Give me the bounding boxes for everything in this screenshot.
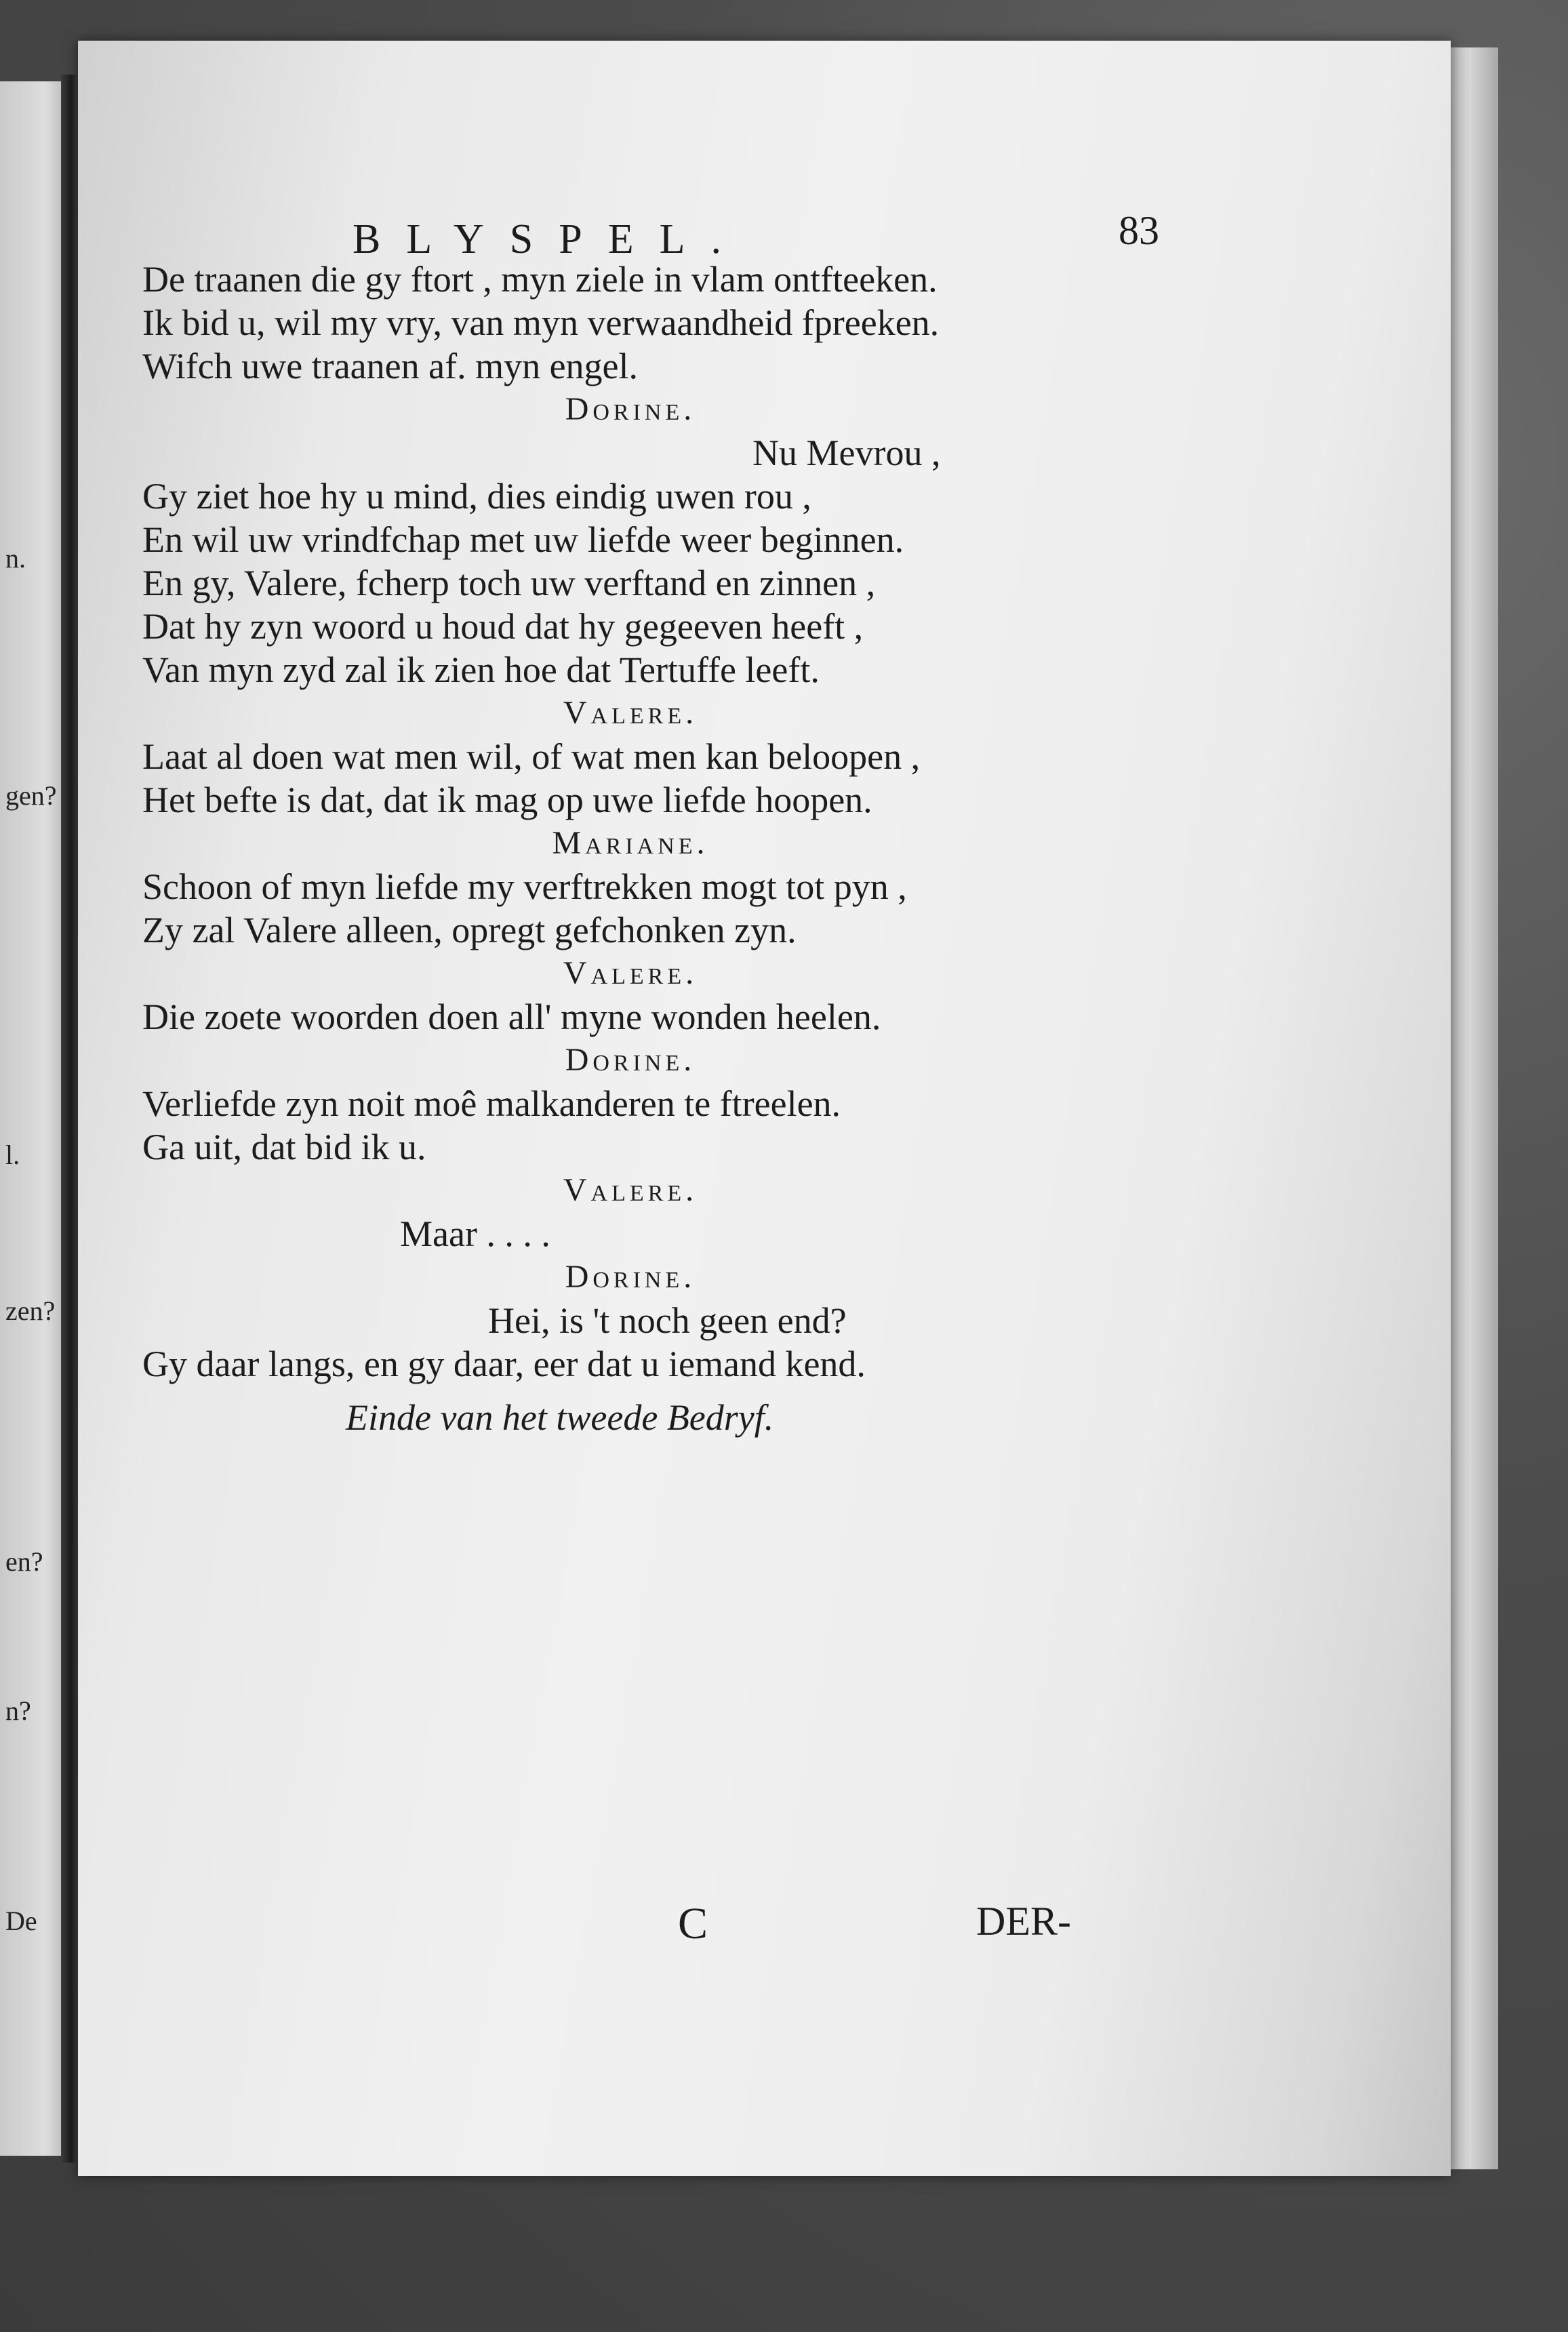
verse-line: Dat hy zyn woord u houd dat hy gegeeven heeft , bbox=[142, 606, 864, 647]
left-page-fragment: gen? bbox=[5, 780, 57, 811]
verse-line: Gy ziet hoe hy u mind, dies eindig uwen rou , bbox=[142, 476, 811, 517]
verse-line: Ga uit, dat bid ik u. bbox=[142, 1127, 426, 1167]
verse-line: Verliefde zyn noit moê malkanderen te ftreelen. bbox=[142, 1083, 841, 1124]
act-ending: Einde van het tweede Bedryf. bbox=[346, 1397, 774, 1438]
running-header: BLYSPEL. bbox=[353, 216, 748, 262]
signature-mark: C bbox=[678, 1899, 708, 1948]
verse-line: Laat al doen wat men wil, of wat men kan beloopen , bbox=[142, 736, 921, 777]
speaker-name: Valere. bbox=[563, 955, 698, 991]
left-page-fragment: zen? bbox=[5, 1295, 56, 1326]
left-page-edge bbox=[0, 81, 64, 2156]
verse-line: Die zoete woorden doen all' myne wonden heelen. bbox=[142, 997, 881, 1037]
speaker-name: Dorine. bbox=[565, 1042, 696, 1078]
verse-line: Ik bid u, wil my vry, van myn verwaandheid fpreeken. bbox=[142, 302, 940, 343]
speaker-name: Valere. bbox=[563, 695, 698, 731]
speaker-name: Dorine. bbox=[565, 1259, 696, 1295]
verse-line: Het befte is dat, dat ik mag op uwe liefde hoopen. bbox=[142, 780, 872, 820]
verse-line: Zy zal Valere alleen, opregt gefchonken zyn. bbox=[142, 910, 797, 950]
verse-line: En gy, Valere, fcherp toch uw verftand en zinnen , bbox=[142, 563, 876, 603]
verse-line: Gy daar langs, en gy daar, eer dat u iemand kend. bbox=[142, 1344, 866, 1384]
verse-line: Schoon of myn liefde my verftrekken mogt tot pyn , bbox=[142, 866, 907, 907]
verse-line: De traanen die gy ftort , myn ziele in vlam ontfteeken. bbox=[142, 259, 938, 300]
verse-line: Wifch uwe traanen af. myn engel. bbox=[142, 346, 639, 386]
verse-line: Nu Mevrou , bbox=[752, 433, 941, 473]
verse-block bbox=[142, 258, 1159, 1386]
page-stack-edge bbox=[1451, 47, 1498, 2169]
speaker-name: Valere. bbox=[563, 1172, 698, 1208]
speaker-name: Mariane. bbox=[552, 825, 709, 861]
verse-line: Hei, is 't noch geen end? bbox=[488, 1300, 847, 1341]
left-page-fragment: De bbox=[5, 1906, 37, 1936]
catchword: DER- bbox=[976, 1899, 1071, 1944]
left-page-fragment: n? bbox=[5, 1695, 31, 1726]
left-page-fragment: en? bbox=[5, 1546, 43, 1577]
verse-line: En wil uw vrindfchap met uw liefde weer beginnen. bbox=[142, 519, 904, 560]
page-number: 83 bbox=[1119, 208, 1159, 253]
left-page-fragment: l. bbox=[5, 1140, 20, 1170]
verse-line: Maar . . . . bbox=[400, 1213, 550, 1254]
verse-line: Van myn zyd zal ik zien hoe dat Tertuffe leeft. bbox=[142, 649, 820, 690]
left-page-fragment: n. bbox=[5, 543, 26, 574]
speaker-name: Dorine. bbox=[565, 391, 696, 427]
